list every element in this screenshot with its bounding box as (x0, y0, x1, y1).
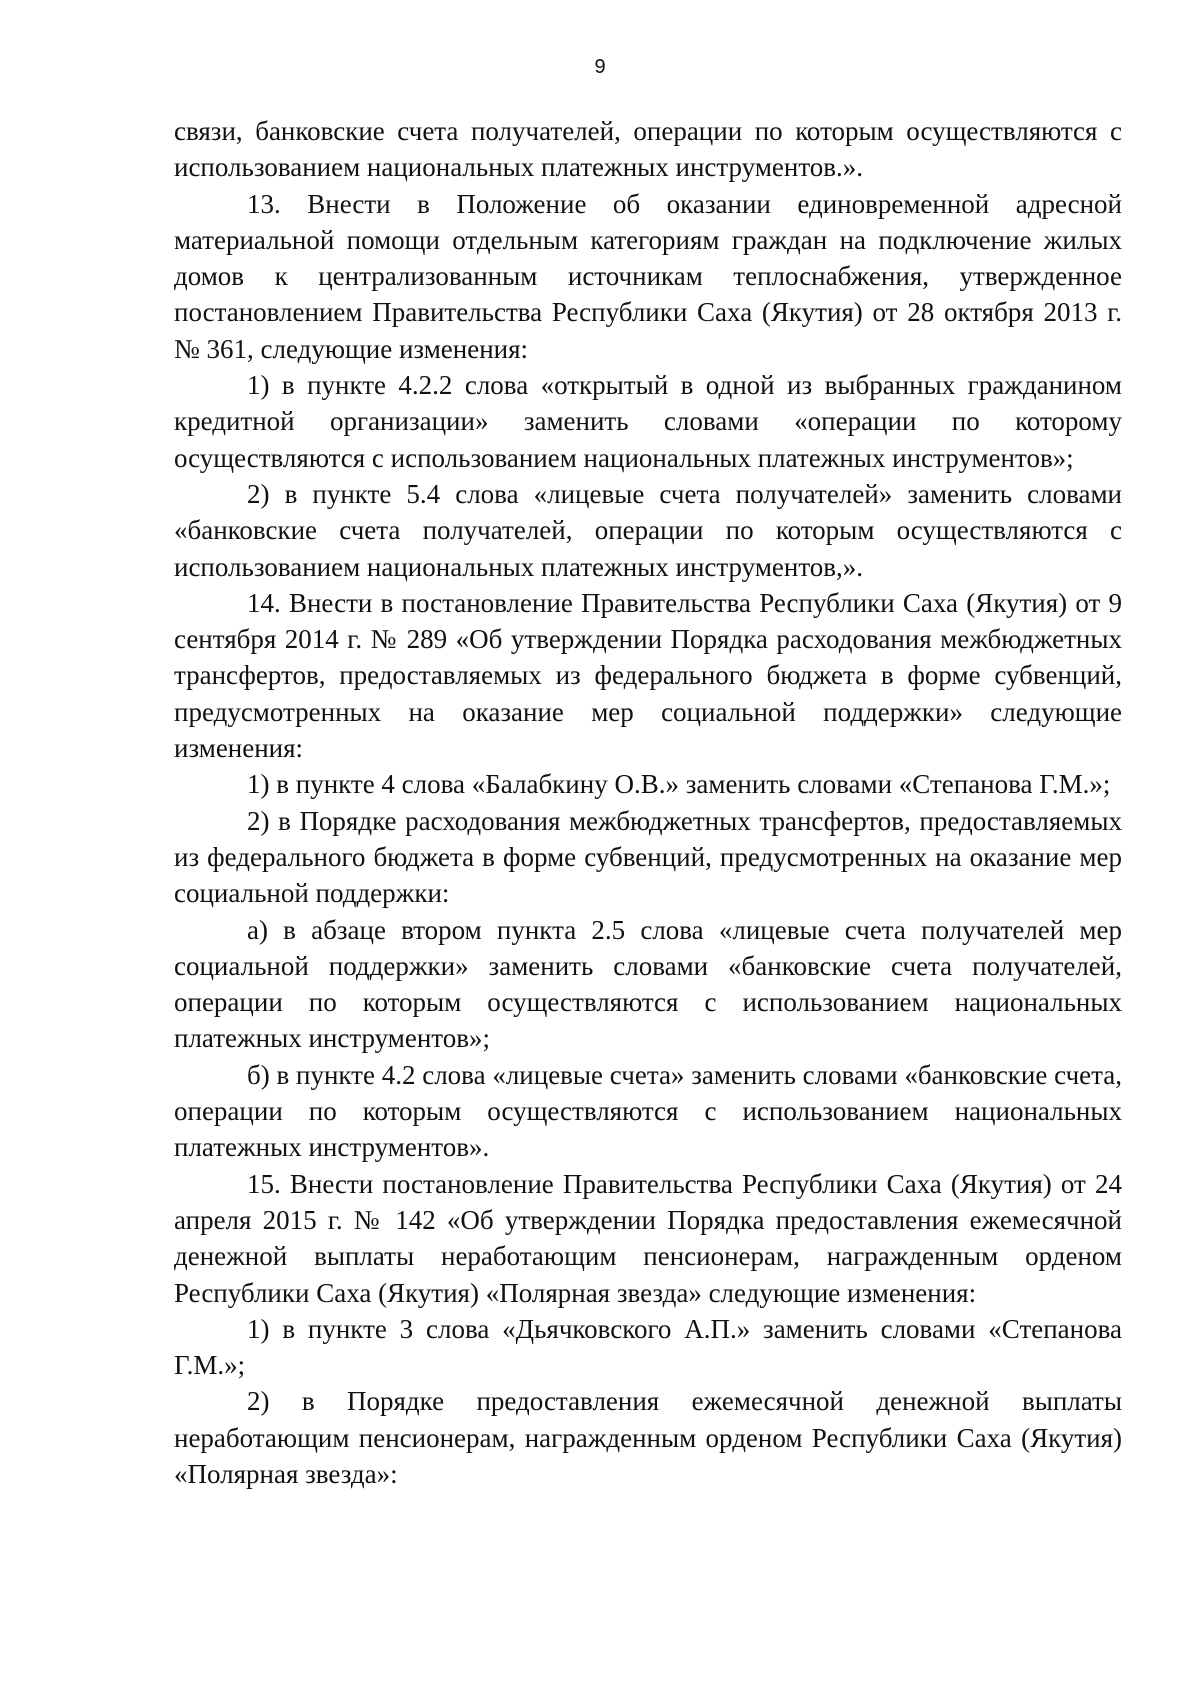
paragraph-continuation: связи, банковские счета получателей, операции по которым осуществляются с использованием национальных платежных инструментов.». (174, 116, 1122, 183)
paragraph-item-15: 15. Внести постановление Правительства Республики Саха (Якутия) от 24 апреля 2015 г. № 142 «Об утверждении Порядка предоставления ежемесячной денежной выплаты неработающим пенсионерам, награжденным орденом Республики Саха (Якутия) «Полярная звезда» следующие изменения: (174, 1168, 1122, 1308)
paragraph-item-14-2-a: а) в абзаце втором пункта 2.5 слова «лицевые счета получателей мер социальной поддержки» заменить словами «банковские счета получателей, операции по которым осуществляются с использованием национальных платежных инструментов»; (174, 914, 1122, 1054)
paragraph-item-13: 13. Внести в Положение об оказании единовременной адресной материальной помощи отдельным категориям граждан на подключение жилых домов к централизованным источникам теплоснабжения, утвержденное постановлением Правительства Республики Саха (Якутия) от 28 октября 2013 г. № 361, следующие изменения: (174, 188, 1122, 364)
paragraph-item-14: 14. Внести в постановление Правительства Республики Саха (Якутия) от 9 сентября 2014 г. № 289 «Об утверждении Порядка расходования межбюджетных трансфертов, предоставляемых из федерального бюджета в форме субвенций, предусмотренных на оказание мер социальной поддержки» следующие изменения: (174, 587, 1122, 764)
page-number: 9 (594, 56, 606, 78)
paragraph-item-15-1: 1) в пункте 3 слова «Дьячковского А.П.» заменить словами «Степанова Г.М.»; (174, 1313, 1122, 1381)
paragraph-item-14-1: 1) в пункте 4 слова «Балабкину О.В.» заменить словами «Степанова Г.М.»; (247, 769, 1111, 800)
paragraph-item-13-1: 1) в пункте 4.2.2 слова «открытый в одной из выбранных гражданином кредитной организации» заменить словами «операции по которому осуществляются с использованием национальных платежных инструментов»; (174, 370, 1122, 473)
paragraph-item-15-2: 2) в Порядке предоставления ежемесячной денежной выплаты неработающим пенсионерам, награжденным орденом Республики Саха (Якутия) «Полярная звезда»: (174, 1386, 1122, 1489)
paragraph-item-13-2: 2) в пункте 5.4 слова «лицевые счета получателей» заменить словами «банковские счета получателей, операции по которым осуществляются с использованием национальных платежных инструментов,». (174, 478, 1122, 582)
document-body (174, 113, 1122, 1492)
paragraph-item-14-2: 2) в Порядке расходования межбюджетных трансфертов, предоставляемых из федерального бюджета в форме субвенций, предусмотренных на оказание мер социальной поддержки: (174, 805, 1122, 909)
paragraph-item-14-2-b: б) в пункте 4.2 слова «лицевые счета» заменить словами «банковские счета, операции по которым осуществляются с использованием национальных платежных инструментов». (174, 1059, 1122, 1163)
